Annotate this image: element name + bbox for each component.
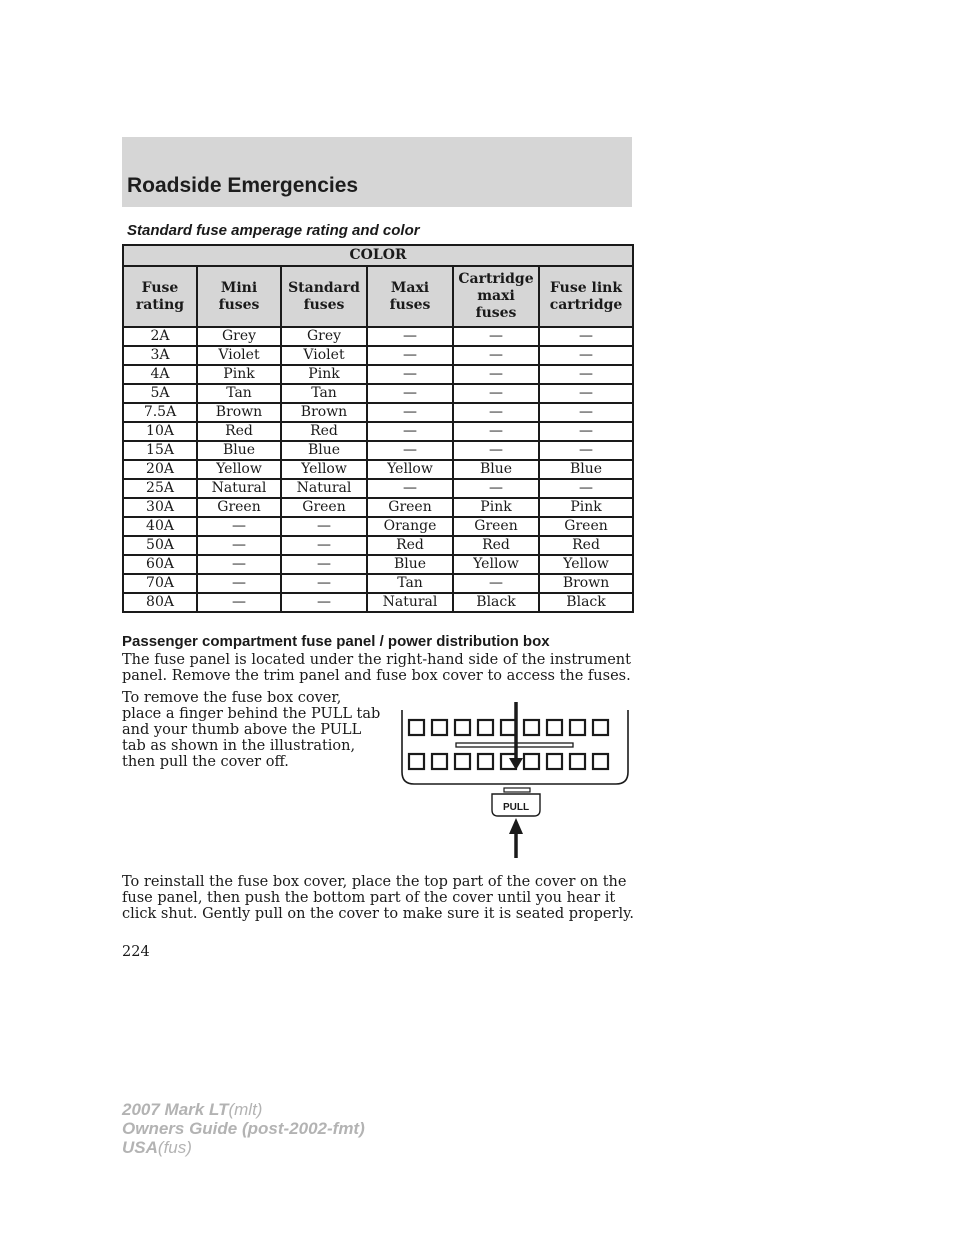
table-cell: Red <box>367 536 453 555</box>
table-cell: — <box>281 536 367 555</box>
table-cell: — <box>367 479 453 498</box>
table-cell: Yellow <box>367 460 453 479</box>
table-cell: Natural <box>197 479 281 498</box>
footer-guide: Owners Guide (post-2002-fmt) <box>122 1119 365 1138</box>
table-cell: 80A <box>123 593 197 612</box>
table-cell: — <box>367 346 453 365</box>
table-row <box>123 517 633 536</box>
table-cell: Grey <box>197 327 281 346</box>
column-header <box>367 266 453 327</box>
pull-tab-label: PULL <box>502 802 530 813</box>
column-header-line: Fuse <box>141 279 179 296</box>
table-cell: Yellow <box>281 460 367 479</box>
column-header-line: fuses <box>389 296 431 313</box>
table-cell: — <box>453 346 539 365</box>
table-cell: Black <box>453 593 539 612</box>
table-cell: Brown <box>539 574 633 593</box>
table-cell: 2A <box>123 327 197 346</box>
table-cell: 25A <box>123 479 197 498</box>
color-group-header: COLOR <box>123 245 633 266</box>
table-row <box>123 441 633 460</box>
footer-model: 2007 Mark LT <box>122 1100 229 1119</box>
fuse-color-table <box>122 244 634 613</box>
table-cell: Blue <box>281 441 367 460</box>
table-cell: — <box>281 593 367 612</box>
table-cell: 40A <box>123 517 197 536</box>
table-cell: — <box>539 365 633 384</box>
footer-document-code <box>122 1100 365 1157</box>
column-header-line: rating <box>135 296 185 313</box>
footer-market-code: (fus) <box>157 1138 192 1157</box>
table-cell: 5A <box>123 384 197 403</box>
table-cell: — <box>367 441 453 460</box>
table-cell: — <box>453 441 539 460</box>
column-header <box>281 266 367 327</box>
column-header-line: Mini <box>220 279 258 296</box>
table-cell: Yellow <box>453 555 539 574</box>
table-cell: Red <box>281 422 367 441</box>
table-row <box>123 593 633 612</box>
column-header-row <box>123 266 633 327</box>
paragraph-reinstall-cover: To reinstall the fuse box cover, place the top part of the cover on the fuse panel, then push the bottom part of the cover until you hear it click shut. Gently pull on the cover to make sure it is seated properly. <box>122 874 634 922</box>
table-row <box>123 384 633 403</box>
table-cell: 7.5A <box>123 403 197 422</box>
column-header-line: Maxi <box>390 279 430 296</box>
column-header-line: cartridge <box>549 296 623 313</box>
table-row <box>123 479 633 498</box>
page-number: 224 <box>122 944 150 960</box>
table-cell: Pink <box>281 365 367 384</box>
table-cell: — <box>453 422 539 441</box>
table-cell: Violet <box>281 346 367 365</box>
table-cell: Natural <box>367 593 453 612</box>
table-cell: — <box>539 327 633 346</box>
section-heading: Passenger compartment fuse panel / power distribution box <box>122 633 550 650</box>
fuse-table-body <box>123 327 633 612</box>
table-cell: — <box>197 555 281 574</box>
column-header-line: Fuse link <box>549 279 623 296</box>
column-header-line: Standard <box>288 279 360 296</box>
table-cell: Pink <box>453 498 539 517</box>
table-cell: 60A <box>123 555 197 574</box>
column-header-line: maxi <box>477 288 515 304</box>
table-cell: 15A <box>123 441 197 460</box>
table-cell: Blue <box>539 460 633 479</box>
table-cell: — <box>453 479 539 498</box>
column-header <box>453 266 539 327</box>
section-title: Roadside Emergencies <box>127 174 359 197</box>
table-cell: Green <box>367 498 453 517</box>
table-row <box>123 403 633 422</box>
fuse-box-cover-illustration <box>400 702 630 862</box>
column-header <box>197 266 281 327</box>
table-cell: Tan <box>281 384 367 403</box>
footer-market: USA <box>122 1138 158 1157</box>
table-title: Standard fuse amperage rating and color <box>127 222 420 239</box>
table-cell: — <box>453 327 539 346</box>
table-cell: — <box>453 574 539 593</box>
column-header-line: Cartridge <box>458 271 534 287</box>
table-cell: — <box>367 365 453 384</box>
paragraph-remove-cover: To remove the fuse box cover, place a finger behind the PULL tab and your thumb above the PULL tab as shown in the illustration, then pull the cover off. <box>122 690 381 770</box>
table-cell: Pink <box>197 365 281 384</box>
paragraph-location: The fuse panel is located under the right-hand side of the instrument panel. Remove the trim panel and fuse box cover to access the fuses. <box>122 652 631 684</box>
table-cell: Red <box>197 422 281 441</box>
table-cell: — <box>197 574 281 593</box>
table-cell: 50A <box>123 536 197 555</box>
column-header-line: fuses <box>475 305 517 321</box>
table-cell: Blue <box>453 460 539 479</box>
table-cell: — <box>281 517 367 536</box>
table-cell: Brown <box>197 403 281 422</box>
table-cell: — <box>539 479 633 498</box>
table-cell: 30A <box>123 498 197 517</box>
column-header <box>539 266 633 327</box>
table-cell: — <box>539 422 633 441</box>
table-cell: — <box>539 346 633 365</box>
table-row <box>123 422 633 441</box>
table-cell: — <box>197 536 281 555</box>
table-cell: Green <box>197 498 281 517</box>
table-cell: — <box>539 384 633 403</box>
table-row <box>123 555 633 574</box>
column-header-line: fuses <box>218 296 260 313</box>
table-cell: 4A <box>123 365 197 384</box>
table-cell: Grey <box>281 327 367 346</box>
table-row <box>123 460 633 479</box>
table-row <box>123 365 633 384</box>
footer-model-code: (mlt) <box>228 1100 263 1119</box>
table-cell: Natural <box>281 479 367 498</box>
table-cell: Red <box>453 536 539 555</box>
table-cell: Blue <box>197 441 281 460</box>
table-cell: Yellow <box>539 555 633 574</box>
table-cell: — <box>453 384 539 403</box>
table-cell: — <box>367 403 453 422</box>
table-cell: Tan <box>197 384 281 403</box>
table-cell: — <box>539 441 633 460</box>
pull-tab-slot <box>504 788 530 792</box>
table-cell: — <box>453 365 539 384</box>
table-cell: Green <box>281 498 367 517</box>
table-cell: 70A <box>123 574 197 593</box>
table-cell: Violet <box>197 346 281 365</box>
table-cell: Green <box>453 517 539 536</box>
table-row <box>123 346 633 365</box>
table-cell: Yellow <box>197 460 281 479</box>
table-cell: — <box>197 593 281 612</box>
table-cell: — <box>281 555 367 574</box>
table-cell: — <box>367 422 453 441</box>
table-cell: — <box>453 403 539 422</box>
table-cell: 10A <box>123 422 197 441</box>
table-row <box>123 327 633 346</box>
table-cell: — <box>539 403 633 422</box>
table-cell: Orange <box>367 517 453 536</box>
table-row <box>123 574 633 593</box>
table-cell: 3A <box>123 346 197 365</box>
table-cell: Red <box>539 536 633 555</box>
table-cell: — <box>197 517 281 536</box>
table-cell: — <box>367 327 453 346</box>
table-cell: 20A <box>123 460 197 479</box>
table-cell: Pink <box>539 498 633 517</box>
table-row <box>123 498 633 517</box>
column-header <box>123 266 197 327</box>
pull-arrow-up-icon <box>509 818 523 834</box>
table-cell: Tan <box>367 574 453 593</box>
table-cell: Brown <box>281 403 367 422</box>
table-cell: Black <box>539 593 633 612</box>
table-cell: — <box>281 574 367 593</box>
table-cell: Green <box>539 517 633 536</box>
table-row <box>123 536 633 555</box>
upper-fuse-row <box>409 720 608 735</box>
lower-fuse-row <box>409 754 608 769</box>
column-header-line: fuses <box>303 296 345 313</box>
table-cell: Blue <box>367 555 453 574</box>
table-cell: — <box>367 384 453 403</box>
